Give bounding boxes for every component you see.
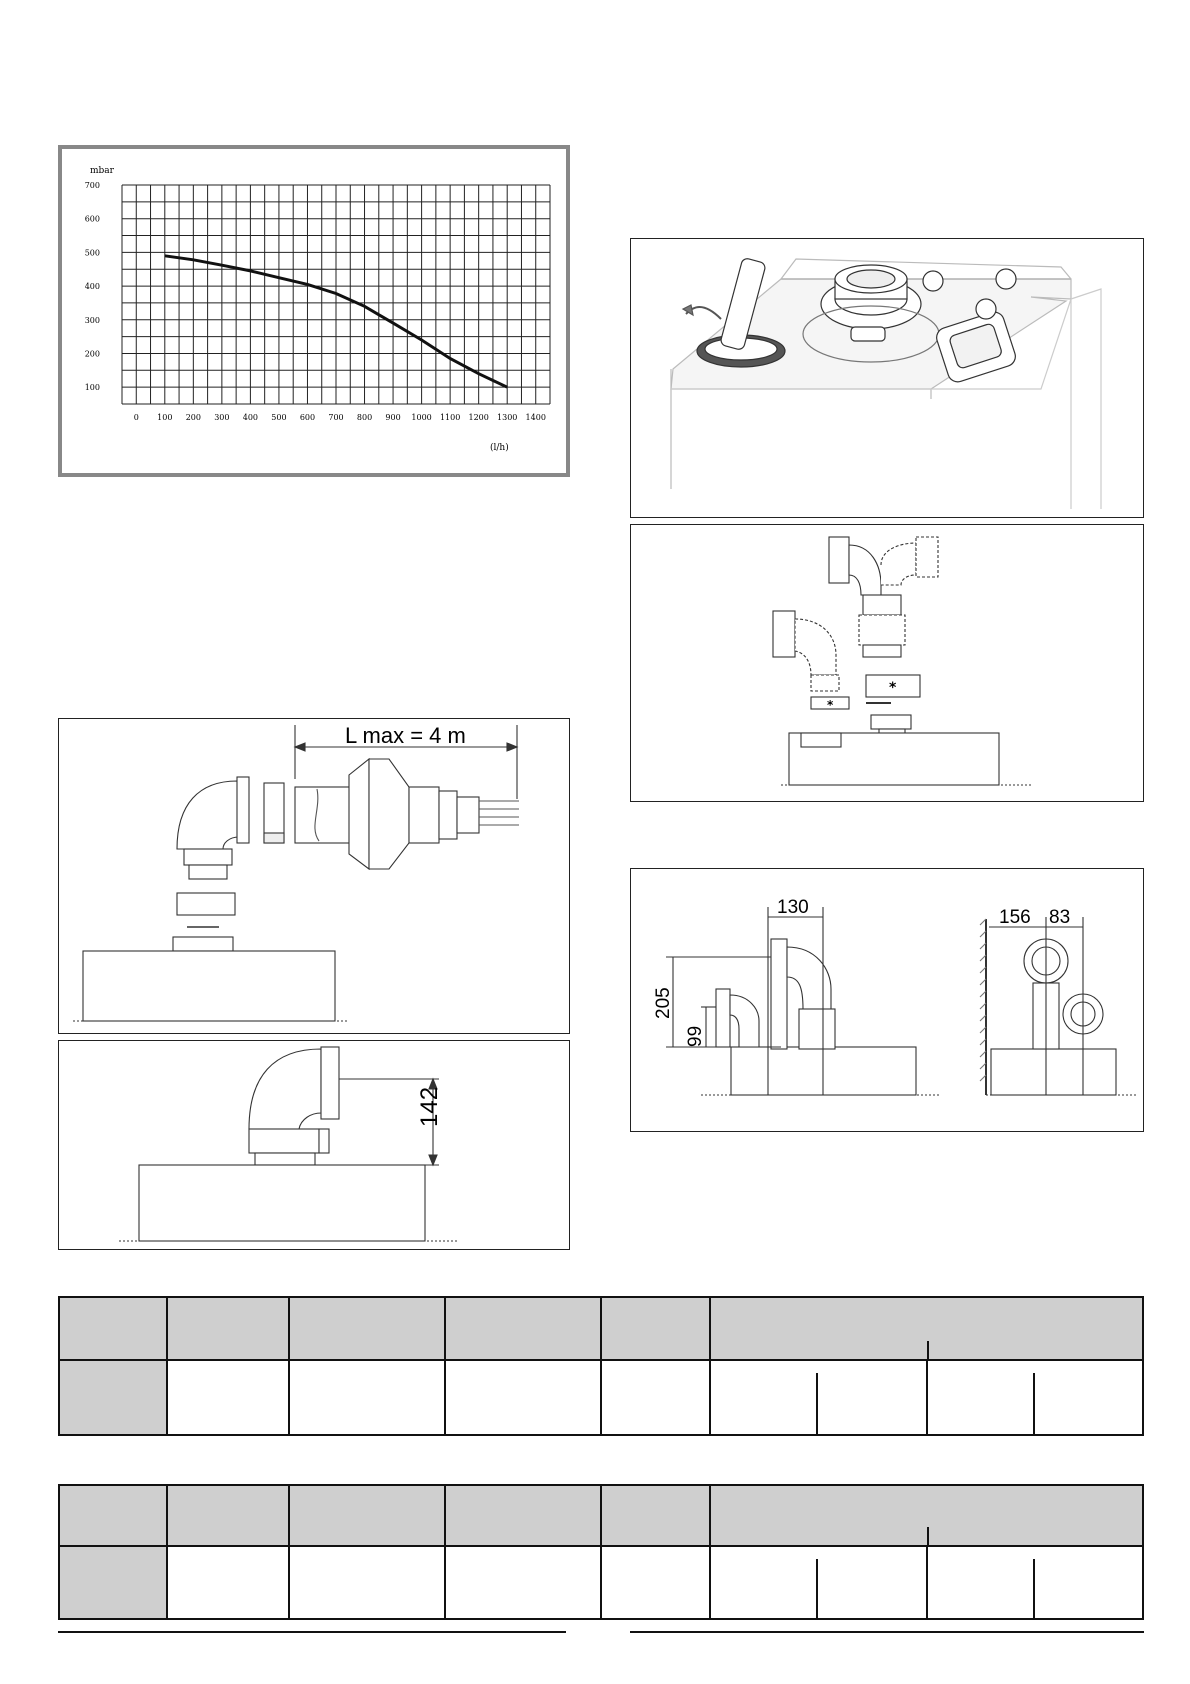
elbow-assembly-diagram: [631, 525, 1145, 803]
dim-205: 205: [653, 987, 674, 1019]
y-tick-label: 400: [84, 282, 100, 292]
footer-rule-left: [58, 1631, 566, 1633]
dim-156: 156: [999, 907, 1031, 928]
data-table-1: [58, 1296, 1144, 1436]
x-tick-label: 1000: [411, 413, 432, 422]
x-tick-label: 1300: [497, 413, 518, 422]
table1-header-cell-5: [601, 1297, 710, 1360]
table1-header-cell-4: [445, 1297, 601, 1360]
x-tick-label: 300: [214, 413, 230, 422]
table1-header-cell-1: [59, 1297, 167, 1360]
table2-sub-divider: [1033, 1559, 1035, 1619]
x-axis-label: (l/h): [490, 443, 509, 453]
table2-header-cell-4: [445, 1485, 601, 1546]
table1-header-divider: [927, 1341, 929, 1359]
table2-cell: [927, 1546, 1035, 1619]
table2-sub-divider: [816, 1559, 818, 1619]
table2-cell: [601, 1546, 710, 1619]
table1-cell: [710, 1360, 818, 1435]
coaxial-kit-panel: [58, 718, 570, 1034]
table1-cell: [167, 1360, 289, 1435]
x-tick-label: 1400: [525, 413, 546, 422]
sleeve-marker-lower: *: [827, 698, 834, 712]
x-tick-label: 800: [356, 413, 373, 422]
x-tick-label: 600: [299, 413, 316, 422]
table1-header-cell-6: [710, 1297, 1143, 1360]
pump-curve-chart: [62, 149, 566, 473]
x-tick-label: 1200: [468, 413, 489, 422]
dim-99: 99: [685, 1025, 706, 1047]
x-tick-label: 900: [385, 413, 401, 422]
flue-dimensions-diagram: [631, 869, 1145, 1133]
table2-cell: [1035, 1546, 1143, 1619]
table1-cell: [927, 1360, 1035, 1435]
x-tick-label: 500: [271, 413, 287, 422]
table2-header-cell-6: [710, 1485, 1143, 1546]
x-tick-label: 0: [133, 413, 139, 422]
sleeve-marker-upper: *: [889, 680, 897, 696]
table1-sub-divider: [1033, 1373, 1035, 1435]
table1-cell: [289, 1360, 445, 1435]
table2-header-cell-3: [289, 1485, 445, 1546]
y-axis-label: mbar: [90, 166, 114, 176]
table1-cell: [601, 1360, 710, 1435]
elbow-assembly-panel: [630, 524, 1144, 802]
y-tick-label: 100: [84, 383, 100, 393]
y-tick-label: 200: [84, 349, 100, 359]
pump-curve-chart-panel: [58, 145, 570, 477]
l-max-label: L max = 4 m: [345, 723, 466, 748]
table1-header-cell-2: [167, 1297, 289, 1360]
y-tick-label: 600: [84, 214, 100, 224]
y-tick-label: 500: [84, 248, 100, 258]
x-tick-label: 1100: [439, 413, 461, 422]
table1-sub-divider: [816, 1373, 818, 1435]
table2-header-cell-1: [59, 1485, 167, 1546]
table2-cell: [710, 1546, 818, 1619]
table2-header-divider: [927, 1527, 929, 1545]
dim-83: 83: [1049, 907, 1071, 928]
coaxial-kit-diagram: [59, 719, 571, 1035]
table2-cell: [167, 1546, 289, 1619]
table1-cell: [818, 1360, 926, 1435]
x-tick-label: 100: [157, 413, 173, 422]
x-tick-label: 200: [185, 413, 201, 422]
boiler-top-illustration-panel: [630, 238, 1144, 518]
table1-cell: [445, 1360, 601, 1435]
boiler-top-illustration: [631, 239, 1145, 519]
elbow-height-panel: [58, 1040, 570, 1250]
elbow-height-diagram: [59, 1041, 571, 1251]
x-tick-label: 400: [242, 413, 259, 422]
x-tick-label: 700: [328, 413, 344, 422]
dim-142: 142: [416, 1086, 443, 1127]
table2-header-cell-5: [601, 1485, 710, 1546]
table2-header-cell-2: [167, 1485, 289, 1546]
table1-header-cell-3: [289, 1297, 445, 1360]
table2-row-label-cell: [59, 1546, 167, 1619]
table1-row-label-cell: [59, 1360, 167, 1435]
footer-rule-right: [630, 1631, 1144, 1633]
table2-cell: [289, 1546, 445, 1619]
y-tick-label: 300: [84, 315, 100, 325]
dim-130: 130: [777, 897, 809, 918]
table2-cell: [818, 1546, 926, 1619]
table1-cell: [1035, 1360, 1143, 1435]
data-table-2: [58, 1484, 1144, 1620]
flue-dimensions-panel: [630, 868, 1144, 1132]
y-tick-label: 700: [84, 181, 100, 190]
table2-cell: [445, 1546, 601, 1619]
